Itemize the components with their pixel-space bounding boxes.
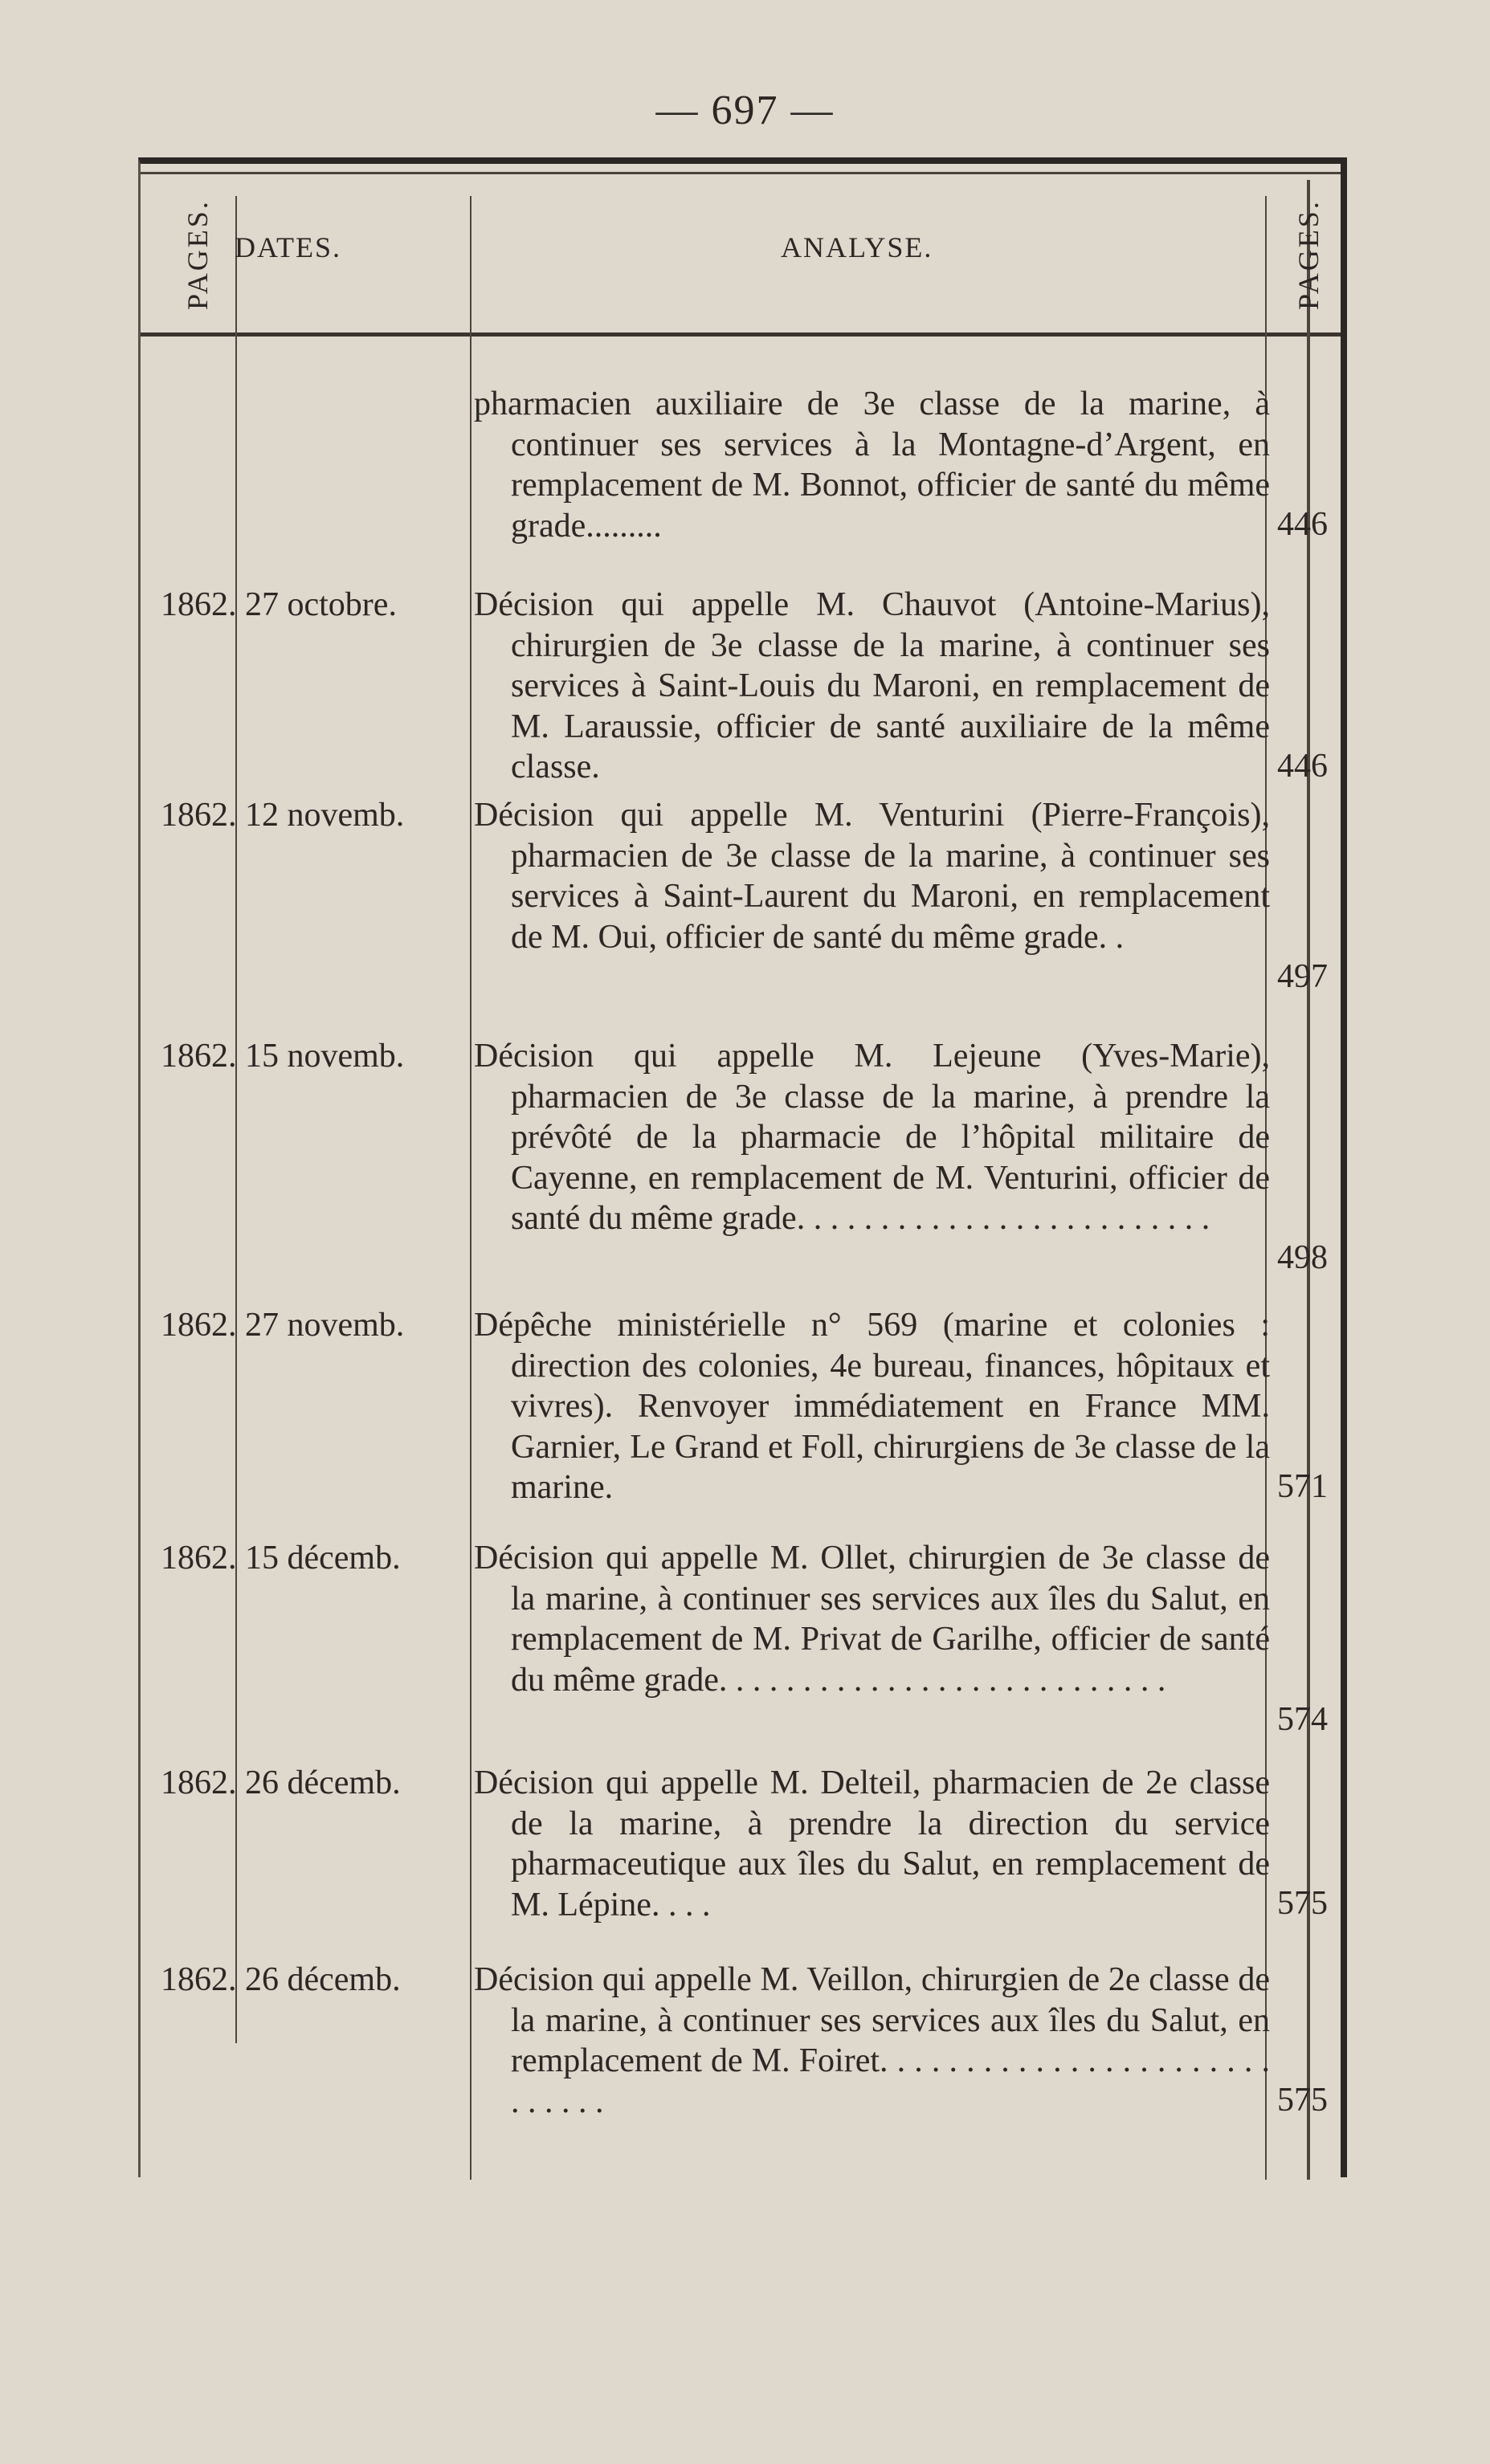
entry-page-ref: 574 — [1277, 1700, 1328, 1738]
entry-analysis: pharmacien auxiliaire de 3e classe de la marine, à continuer ses services à la Montagne-d’Argent, en remplacement de M. Bonnot, officier de santé du même grade......... — [474, 386, 1270, 545]
entry-analysis: Dépêche ministérielle n° 569 (marine et colonies : direction des colonies, 4e bureau, finances, hôpitaux et vivres). Renvoyer immédiatement en France MM. Garnier, Le Grand et Foll, chirurgiens de 3e classe de la marine. — [474, 1307, 1270, 1506]
entry-date: 1862. 26 décemb. — [161, 1764, 401, 1801]
entry-page-ref: 571 — [1277, 1467, 1328, 1505]
entry-analysis: Décision qui appelle M. Chauvot (Antoine-Marius), chirurgien de 3e classe de la marine, à continuer ses services à Saint-Louis du Maroni, en remplacement de M. Laraussie, officier de santé auxiliaire de la même classe. — [474, 586, 1270, 785]
entry-page-ref: 498 — [1277, 1239, 1328, 1276]
page-number: — 697 — — [655, 88, 835, 133]
entry-date: 1862. 12 novemb. — [161, 797, 405, 834]
header-analysis: ANALYSE. — [781, 231, 933, 263]
column-divider-dates — [470, 196, 471, 2180]
header-dates: DATES. — [235, 231, 342, 263]
entry-analysis: Décision qui appelle M. Lejeune (Yves-Marie), pharmacien de 3e classe de la marine, à prendre la prévôté de la pharmacie de l’hôpital militaire de Cayenne, en remplacement de M. Venturini, officier de santé du même grade. . . . . . . . . . . . . . . . . . . . . . . . . — [474, 1038, 1270, 1237]
entry-analysis: Décision qui appelle M. Veillon, chirurgien de 2e classe de la marine, à continuer ses services aux îles du Salut, en remplacement de M. Foiret. . . . . . . . . . . . . . . . . . . . . . . . . . . . . — [474, 1961, 1270, 2120]
entry-page-ref: 446 — [1277, 506, 1328, 543]
table-top-rule — [141, 172, 1341, 174]
entry-page-ref: 497 — [1277, 957, 1328, 995]
entry-analysis: Décision qui appelle M. Venturini (Pierre-François), pharmacien de 3e classe de la marine, à continuer ses services à Saint-Laurent du Maroni, en remplacement de M. Oui, officier de santé du même grade. . — [474, 797, 1270, 956]
header-rule — [141, 332, 1341, 337]
column-divider-pages-right — [1307, 180, 1310, 2180]
entry-page-ref: 575 — [1277, 2082, 1328, 2119]
header-pages-left: PAGES. — [182, 199, 214, 310]
entry-date: 1862. 15 novemb. — [161, 1038, 405, 1075]
entry-date: 1862. 26 décemb. — [161, 1961, 401, 1998]
entry-page-ref: 575 — [1277, 1885, 1328, 1922]
entry-analysis: Décision qui appelle M. Ollet, chirurgien de 3e classe de la marine, à continuer ses services aux îles du Salut, en remplacement de M. Privat de Garilhe, officier de santé du même grade. . . . . . . . . . . . . . . . . . . . . . . . . . . — [474, 1540, 1270, 1699]
entry-page-ref: 446 — [1277, 747, 1328, 785]
entry-date: 1862. 27 novemb. — [161, 1307, 405, 1344]
header-pages-right: PAGES. — [1292, 199, 1325, 310]
entry-analysis: Décision qui appelle M. Delteil, pharmacien de 2e classe de la marine, à prendre la direction du service pharmaceutique aux îles du Salut, en remplacement de M. Lépine. . . . — [474, 1764, 1270, 1923]
entry-date: 1862. 15 décemb. — [161, 1540, 401, 1577]
entry-date: 1862. 27 octobre. — [161, 586, 397, 623]
